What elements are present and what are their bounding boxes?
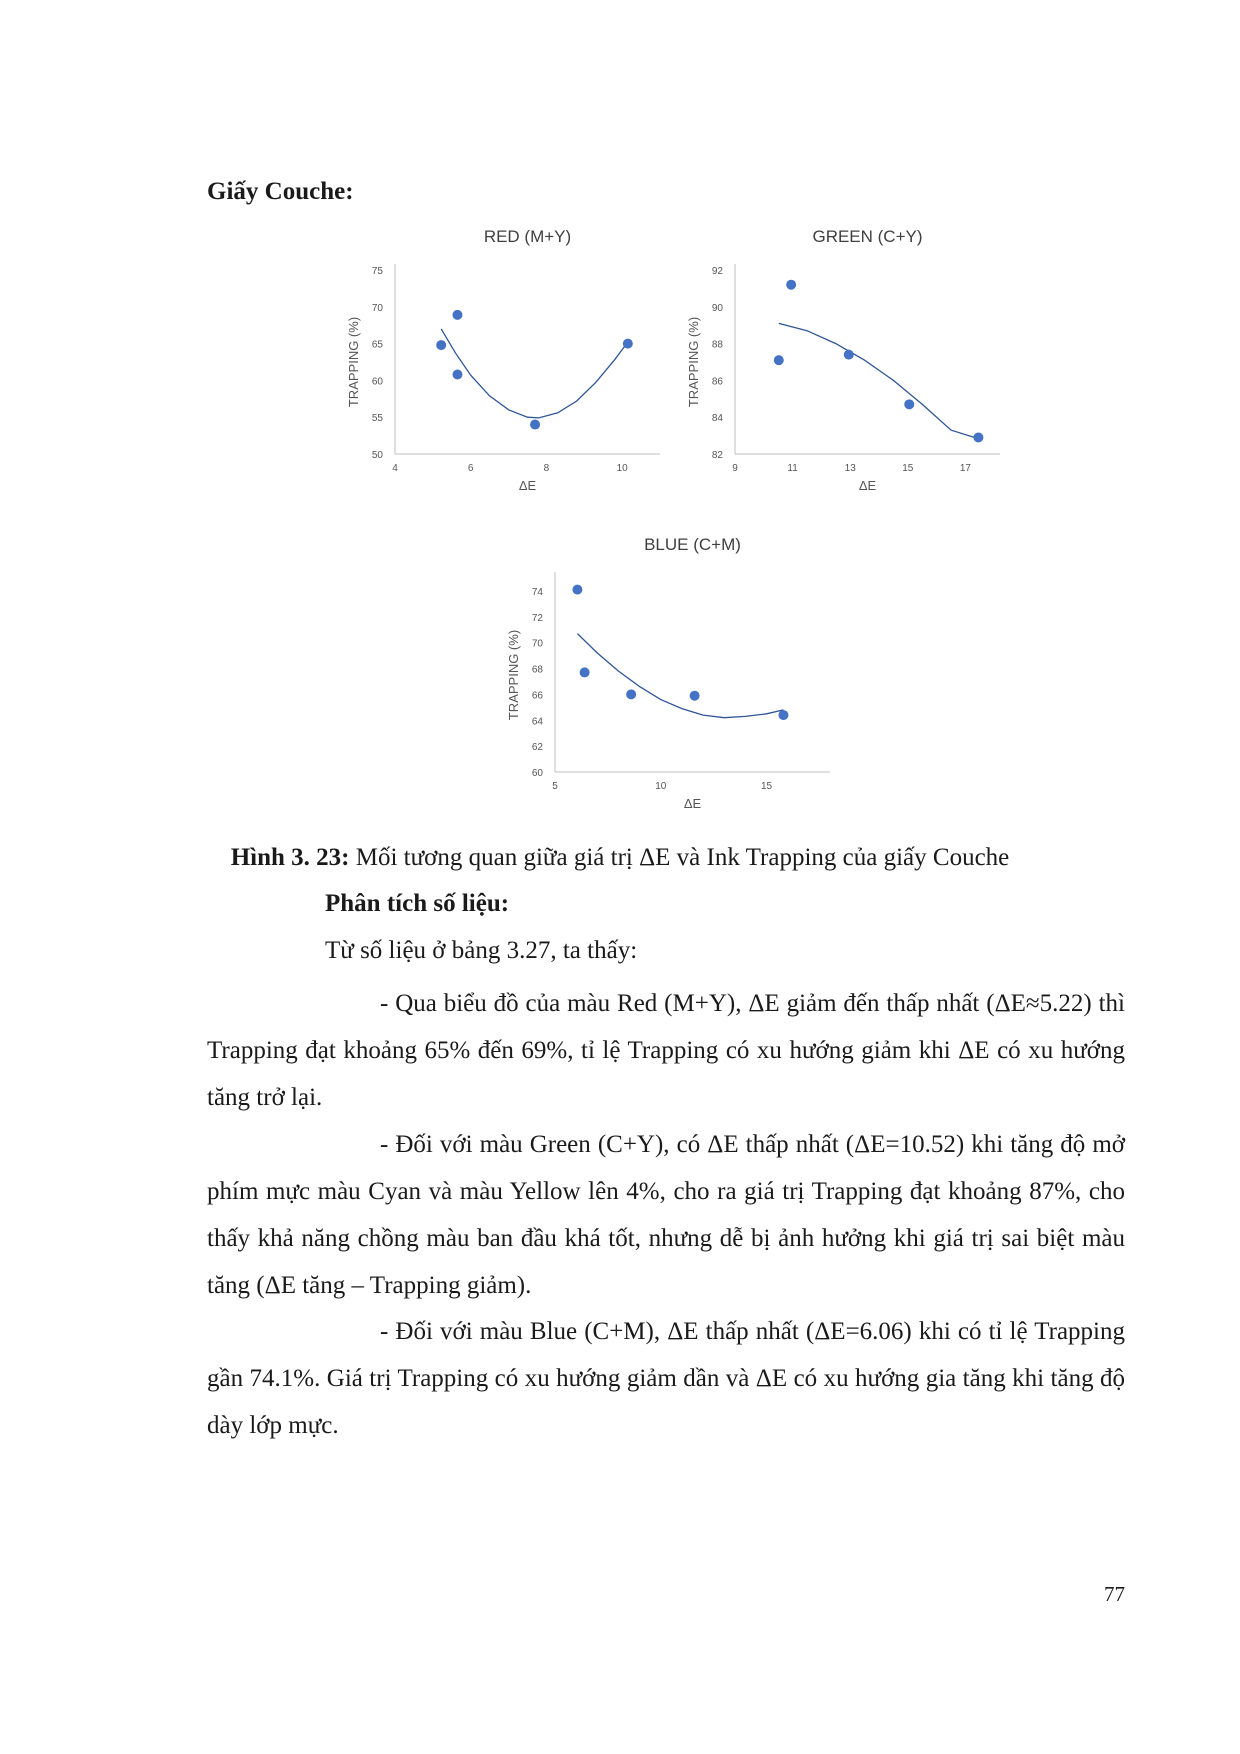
- x-tick-label: 4: [392, 463, 398, 474]
- data-point: [452, 370, 462, 380]
- y-tick-label: 86: [711, 376, 723, 388]
- y-tick-label: 92: [711, 266, 723, 277]
- y-tick-label: 66: [531, 690, 543, 702]
- intro-text: Từ số liệu ở bảng 3.27, ta thấy:: [325, 937, 638, 964]
- data-point: [623, 339, 633, 349]
- chart-red: [340, 224, 670, 514]
- trendline: [577, 634, 783, 718]
- figure-caption: [0, 844, 1240, 872]
- y-tick-label: 65: [371, 339, 383, 351]
- chart-title: RED (M+Y): [483, 227, 572, 246]
- trendline: [441, 329, 628, 418]
- x-axis-label: ΔE: [518, 478, 537, 493]
- paragraph-blue-text: - Đối với màu Blue (C+M), ΔE thấp nhất (ΔE=6.06) khi có tỉ lệ Trapping gần 74.1%. Giá trị Trapping có xu hướng giảm dần và ΔE có xu hướng gia tăng khi tăng độ dày lớp mực.: [207, 1318, 1125, 1439]
- paragraph-green-text: - Đối với màu Green (C+Y), có ΔE thấp nhất (ΔE=10.52) khi tăng độ mở phím mực màu Cyan và màu Yellow lên 4%, cho ra giá trị Trapping đạt khoảng 87%, cho thấy khả năng chồng màu ban đầu khá tốt, nhưng dễ bị ảnh hưởng khi giá trị sai biệt màu tăng (ΔE tăng – Trapping giảm).: [207, 1131, 1125, 1299]
- x-axis-label: ΔE: [683, 796, 702, 811]
- analysis-heading: Phân tích số liệu:: [325, 890, 510, 917]
- y-tick-label: 75: [371, 266, 383, 277]
- data-point: [904, 399, 914, 409]
- y-tick-label: 62: [531, 742, 543, 754]
- caption-text: Mối tương quan giữa giá trị ΔE và Ink Trapping của giấy Couche: [349, 844, 1010, 871]
- data-point: [844, 350, 854, 360]
- x-tick-label: 13: [844, 463, 856, 474]
- page-number: 77: [1104, 1582, 1125, 1606]
- y-tick-label: 60: [531, 768, 543, 779]
- chart-green: [680, 224, 1010, 514]
- y-tick-label: 64: [531, 716, 543, 728]
- data-point: [778, 710, 788, 720]
- data-point: [774, 355, 784, 365]
- x-tick-label: 10: [616, 463, 628, 474]
- paragraph-green: [207, 1121, 1125, 1309]
- chart-title: BLUE (C+M): [644, 535, 741, 554]
- chart-title: GREEN (C+Y): [812, 227, 923, 246]
- x-tick-label: 6: [467, 463, 474, 474]
- data-point: [572, 585, 582, 595]
- chart-blue: [500, 532, 840, 832]
- caption-label: Hình 3. 23:: [230, 844, 350, 871]
- data-point: [973, 432, 983, 442]
- x-tick-label: 8: [543, 463, 550, 474]
- y-tick-label: 60: [371, 376, 383, 388]
- data-point: [530, 420, 540, 430]
- section-heading: Giấy Couche:: [207, 178, 354, 205]
- data-point: [690, 691, 700, 701]
- y-axis-label: TRAPPING (%): [346, 316, 361, 408]
- x-tick-label: 15: [902, 463, 914, 474]
- y-tick-label: 90: [711, 302, 723, 314]
- x-tick-label: 5: [552, 781, 558, 792]
- y-tick-label: 74: [531, 586, 543, 598]
- x-tick-label: 17: [959, 463, 971, 474]
- trendline: [779, 323, 974, 437]
- y-tick-label: 55: [371, 413, 383, 425]
- y-tick-label: 72: [531, 612, 543, 624]
- paragraph-red-text: - Qua biểu đồ của màu Red (M+Y), ΔE giảm đến thấp nhất (ΔE≈5.22) thì Trapping đạt khoảng 65% đến 69%, tỉ lệ Trapping có xu hướng giảm khi ΔE có xu hướng tăng trở lại.: [207, 990, 1125, 1111]
- y-tick-label: 84: [711, 413, 723, 425]
- paragraph-blue: [207, 1308, 1125, 1449]
- y-tick-label: 70: [531, 638, 543, 650]
- paragraph-red: [207, 980, 1125, 1121]
- x-tick-label: 11: [787, 463, 798, 474]
- data-point: [786, 280, 796, 290]
- y-axis-label: TRAPPING (%): [686, 316, 701, 408]
- data-point: [626, 689, 636, 699]
- x-tick-label: 9: [732, 463, 738, 474]
- data-point: [436, 340, 446, 350]
- y-tick-label: 82: [711, 450, 723, 461]
- y-tick-label: 50: [371, 450, 383, 461]
- x-tick-label: 15: [760, 781, 773, 792]
- x-axis-label: ΔE: [858, 478, 877, 493]
- y-tick-label: 68: [531, 664, 543, 676]
- data-point: [452, 310, 462, 320]
- y-tick-label: 88: [711, 339, 723, 351]
- data-point: [580, 667, 590, 677]
- y-tick-label: 70: [371, 302, 383, 314]
- y-axis-label: TRAPPING (%): [506, 629, 521, 721]
- x-tick-label: 10: [655, 781, 667, 792]
